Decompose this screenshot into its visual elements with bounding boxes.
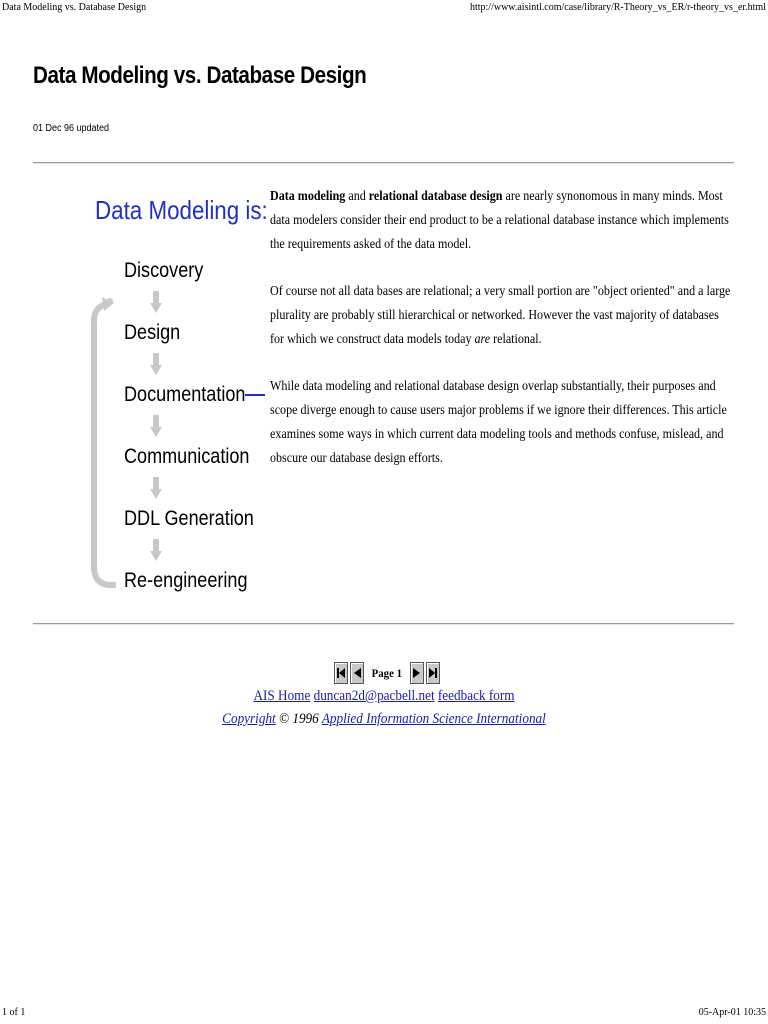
page-navigation (334, 660, 442, 686)
ais-home-link[interactable]: AIS Home (253, 688, 311, 704)
emphasis: are (474, 331, 491, 346)
step-ddl-generation: DDL Generation (124, 507, 254, 530)
paragraph-2 (270, 279, 735, 351)
down-arrow-icon (150, 477, 162, 499)
prev-page-button[interactable] (350, 662, 364, 684)
step-re-engineering: Re-engineering (124, 569, 248, 592)
copyright-link[interactable]: Copyright (222, 711, 276, 727)
down-arrow-icon (150, 353, 162, 375)
figure-connector-line (245, 394, 265, 396)
article-body (270, 184, 735, 493)
text-run: Of course not all data bases are relational; a very small portion are "object oriented" and a large plurality are probably still hierarchical or networked. However the vast majority of databases for which we construct data models today (270, 283, 731, 346)
top-divider (33, 162, 734, 164)
step-documentation: Documentation (124, 383, 246, 406)
bold-term: relational database design (368, 188, 503, 203)
print-header-title: Data Modeling vs. Database Design (2, 2, 147, 13)
prev-page-icon (354, 668, 361, 678)
feedback-link[interactable]: feedback form (437, 688, 515, 704)
bold-term: Data modeling (270, 188, 346, 203)
updated-date: 01 Dec 96 updated (33, 123, 110, 134)
last-page-button[interactable] (426, 662, 440, 684)
data-modeling-figure (80, 185, 268, 605)
first-page-button[interactable] (334, 662, 348, 684)
last-page-icon (429, 668, 437, 678)
step-design: Design (124, 321, 181, 344)
print-header-url: http://www.aisintl.com/case/library/R-Theory_vs_ER/r-theory_vs_er.html (469, 2, 766, 13)
down-arrow-icon (150, 291, 162, 313)
loop-arrow-icon (86, 297, 116, 592)
text-run: relational. (490, 331, 542, 346)
first-page-icon (337, 668, 345, 678)
copyright-text: © 1996 (275, 711, 322, 727)
footer-links (46, 688, 722, 705)
down-arrow-icon (150, 539, 162, 561)
step-discovery: Discovery (124, 259, 204, 282)
email-link[interactable]: duncan2d@pacbell.net (313, 688, 435, 704)
step-communication: Communication (124, 445, 250, 468)
page-label: Page 1 (371, 665, 402, 680)
print-footer-date: 05-Apr-01 10:35 (698, 1007, 766, 1018)
bottom-divider (33, 623, 734, 625)
text-run: are nearly synonomous in many minds. Most data modelers consider their end product to be a relational database instance which implements the requirements asked of the data model. (270, 188, 729, 251)
page-title: Data Modeling vs. Database Design (33, 62, 367, 89)
organization-link[interactable]: Applied Information Science International (321, 711, 546, 727)
text-run: and (345, 188, 369, 203)
down-arrow-icon (150, 415, 162, 437)
paragraph-3: While data modeling and relational database design overlap substantially, their purposes and scope diverge enough to cause users major problems if we ignore their differences. This article examines some ways in which current data modeling tools and methods confuse, mislead, and obscure our database design efforts. (270, 378, 727, 465)
paragraph-1 (270, 184, 735, 256)
figure-heading: Data Modeling is: (95, 195, 268, 225)
next-page-button[interactable] (410, 662, 424, 684)
print-footer-page: 1 of 1 (2, 1007, 26, 1018)
copyright-line (46, 711, 722, 728)
next-page-icon (413, 668, 420, 678)
